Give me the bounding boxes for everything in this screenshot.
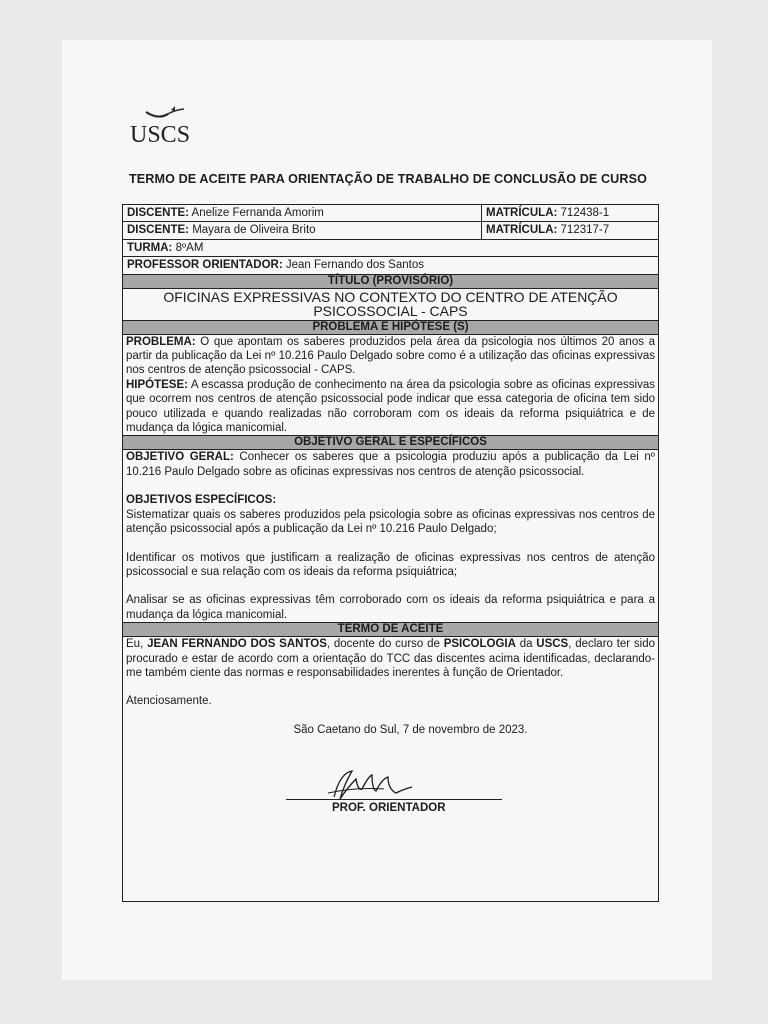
student-name: Anelize Fernanda Amorim (191, 207, 324, 219)
matricula-value: 712317-7 (560, 224, 610, 237)
objetivo-header: OBJETIVO GERAL E ESPECÍFICOS (123, 436, 658, 450)
student-label: DISCENTE: (127, 207, 189, 219)
problema-text: O que apontam os saberes produzidos pela área da psicologia nos últimos 20 anos a partir da publicação da Lei nº 10.216 Paulo Delgado sobre como é a utilização das oficinas expressivas nos centros de atenção psicossocial - CAPS. (126, 335, 655, 377)
termo-section (123, 637, 658, 827)
signature-line (286, 799, 502, 800)
work-title-line1: OFICINAS EXPRESSIVAS NO CONTEXTO DO CENTRO DE ATENÇÃO (163, 288, 618, 305)
document-title: TERMO DE ACEITE PARA ORIENTAÇÃO DE TRABALHO DE CONCLUSÃO DE CURSO (129, 172, 647, 186)
matricula-label: MATRÍCULA: (486, 207, 558, 219)
termo-text-a: , docente do curso de (326, 638, 440, 651)
student-label: DISCENTE: (127, 224, 189, 237)
logo-text: USCS (130, 122, 191, 148)
objetivo-geral-label: OBJETIVO GERAL: (126, 451, 234, 464)
professor-label: PROFESSOR ORIENTADOR: (127, 259, 283, 272)
objetivo-especifico-item: Analisar se as oficinas expressivas têm corroborado com os ideais da reforma psiquiátrica e para a mudança da lógica manicomial. (126, 594, 655, 621)
termo-prefix: Eu, (126, 638, 144, 651)
objetivo-section (123, 450, 658, 623)
problema-header: PROBLEMA E HIPÓTESE (S) (123, 321, 658, 335)
turma-label: TURMA: (127, 241, 173, 254)
hipotese-label: HIPÓTESE: (126, 378, 188, 391)
termo-header: TERMO DE ACEITE (123, 623, 658, 637)
matricula-value: 712438-1 (560, 207, 610, 219)
student-row-2 (123, 222, 658, 239)
university-name: USCS (536, 638, 569, 651)
objetivo-especifico-item: Identificar os motivos que justificam a realização de oficinas expressivas nos centros de atenção psicossocial e sua relação com os ideais da reforma psiquiátrica; (126, 551, 655, 578)
work-title (123, 289, 658, 321)
matricula-label: MATRÍCULA: (486, 224, 558, 237)
objetivo-geral-text: Conhecer os saberes que a psicologia produziu após a publicação da Lei nº 10.216 Paulo Delgado sobre as oficinas expressivas nos centros de atenção psicossocial. (126, 451, 656, 478)
orientador-name: JEAN FERNANDO DOS SANTOS (147, 638, 327, 651)
objetivos-especificos-label: OBJETIVOS ESPECÍFICOS: (126, 494, 277, 507)
problema-section (123, 335, 658, 437)
place-date: São Caetano do Sul, 7 de novembro de 2023. (293, 723, 528, 736)
uscs-logo (130, 106, 210, 156)
professor-row (123, 257, 658, 274)
course-name: PSICOLOGIA (443, 638, 516, 651)
professor-value: Jean Fernando dos Santos (285, 259, 424, 272)
termo-text-c: , declaro ter sido procurado e estar de acordo com a orientação do TCC das discentes acima identificadas, declarando-me também ciente das normas e responsabilidades inerentes à função de Orientador. (126, 638, 656, 679)
objetivo-especifico-item: Sistematizar quais os saberes produzidos pela psicologia sobre as oficinas expressivas nos centros de atenção psicossocial após a publicação da Lei nº 10.216 Paulo Delgado; (126, 508, 655, 536)
problema-label: PROBLEMA: (126, 335, 196, 348)
hipotese-text: A escassa produção de conhecimento na área da psicologia sobre as oficinas expressivas que ocorrem nos centros de atenção psicossocial pode indicar que essa categoria de oficina tem sido pouco utilizada e quando realizadas não corroboram com os ideais da reforma psiquiátrica e de mudança da lógica manicomial. (126, 378, 656, 435)
signature-area (126, 737, 655, 827)
signature-label: PROF. ORIENTADOR (332, 802, 446, 815)
turma-row (123, 240, 658, 257)
form-table (122, 204, 659, 902)
signature-icon (326, 767, 416, 803)
turma-value: 8ºAM (175, 241, 204, 254)
student-row-1 (123, 205, 658, 222)
work-title-line2: PSICOSSOCIAL - CAPS (313, 303, 468, 320)
closing-text: Atenciosamente. (126, 695, 212, 708)
titulo-header: TÍTULO (PROVISÓRIO) (123, 275, 658, 289)
termo-text-b: da (519, 638, 533, 651)
student-name: Mayara de Oliveira Brito (192, 224, 316, 237)
